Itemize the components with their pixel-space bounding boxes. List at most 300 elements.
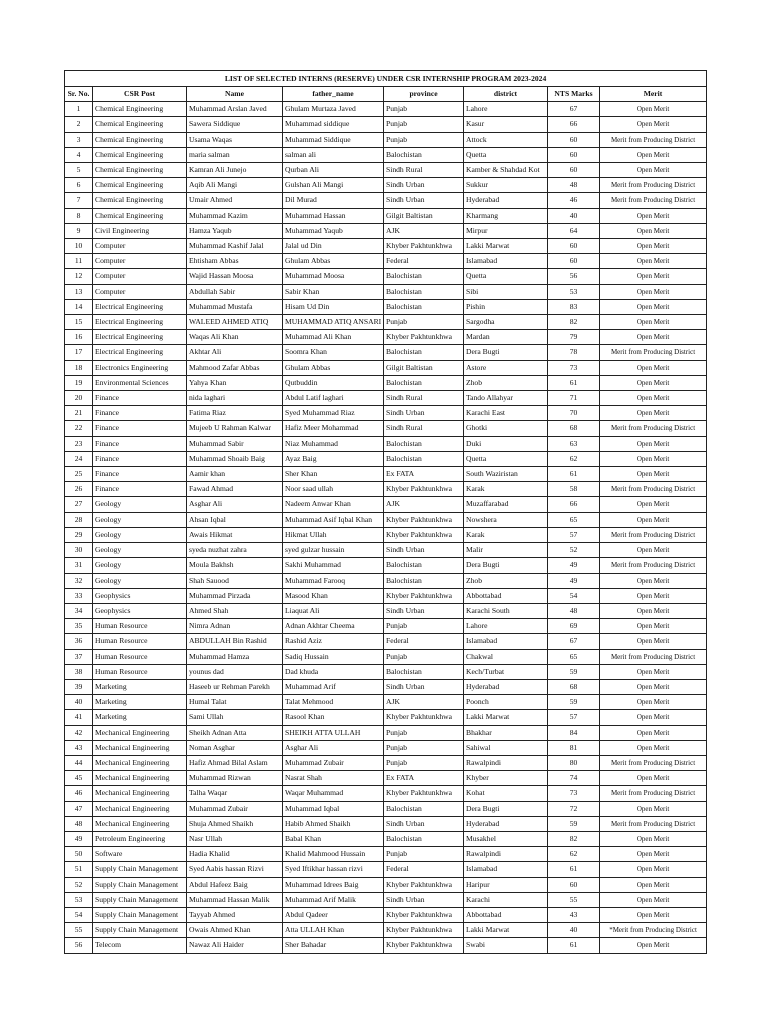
nts-marks-cell: 73 xyxy=(548,786,600,801)
merit-cell: Open Merit xyxy=(600,710,707,725)
csr-post-cell: Electrical Engineering xyxy=(93,330,187,345)
table-row xyxy=(65,892,707,907)
father-name-cell: Niaz Muhammad xyxy=(283,436,384,451)
sr-no-cell: 19 xyxy=(65,375,93,390)
district-cell: Attock xyxy=(464,132,548,147)
name-cell: Wajid Hassan Moosa xyxy=(187,269,283,284)
district-cell: Islamabad xyxy=(464,634,548,649)
merit-cell: Open Merit xyxy=(600,284,707,299)
district-cell: Zhob xyxy=(464,375,548,390)
province-cell: AJK xyxy=(384,695,464,710)
merit-cell: Open Merit xyxy=(600,907,707,922)
sr-no-cell: 15 xyxy=(65,315,93,330)
merit-cell: *Merit from Producing District xyxy=(600,923,707,938)
district-cell: Kech/Turbat xyxy=(464,664,548,679)
table-row xyxy=(65,649,707,664)
csr-post-cell: Finance xyxy=(93,436,187,451)
merit-cell: Merit from Producing District xyxy=(600,649,707,664)
nts-marks-cell: 48 xyxy=(548,603,600,618)
province-cell: Punjab xyxy=(384,132,464,147)
nts-marks-cell: 60 xyxy=(548,147,600,162)
sr-no-cell: 24 xyxy=(65,451,93,466)
name-cell: Abdullah Sabir xyxy=(187,284,283,299)
province-cell: Sindh Urban xyxy=(384,406,464,421)
csr-post-cell: Chemical Engineering xyxy=(93,117,187,132)
name-cell: Awais Hikmat xyxy=(187,527,283,542)
merit-cell: Open Merit xyxy=(600,360,707,375)
table-row xyxy=(65,467,707,482)
nts-marks-cell: 61 xyxy=(548,938,600,953)
nts-marks-cell: 60 xyxy=(548,877,600,892)
name-cell: Humal Talat xyxy=(187,695,283,710)
father-name-cell: Muhammad Asif Iqbal Khan xyxy=(283,512,384,527)
merit-cell: Open Merit xyxy=(600,315,707,330)
province-cell: Khyber Pakhtunkhwa xyxy=(384,482,464,497)
father-name-cell: Syed Iftikhar hassan rizvi xyxy=(283,862,384,877)
merit-cell: Merit from Producing District xyxy=(600,132,707,147)
sr-no-cell: 39 xyxy=(65,679,93,694)
name-cell: Muhammad Zubair xyxy=(187,801,283,816)
province-cell: Punjab xyxy=(384,847,464,862)
name-cell: Muhammad Kashif Jalal xyxy=(187,239,283,254)
name-cell: Noman Asghar xyxy=(187,740,283,755)
table-row xyxy=(65,375,707,390)
district-cell: Abbottabad xyxy=(464,588,548,603)
province-cell: Balochistan xyxy=(384,801,464,816)
table-row xyxy=(65,740,707,755)
merit-cell: Open Merit xyxy=(600,330,707,345)
father-name-cell: Dil Murad xyxy=(283,193,384,208)
sr-no-cell: 3 xyxy=(65,132,93,147)
province-cell: Balochistan xyxy=(384,375,464,390)
name-cell: Owais Ahmed Khan xyxy=(187,923,283,938)
csr-post-cell: Telecom xyxy=(93,938,187,953)
table-row xyxy=(65,497,707,512)
table-row xyxy=(65,223,707,238)
csr-post-cell: Computer xyxy=(93,239,187,254)
sr-no-cell: 9 xyxy=(65,223,93,238)
name-cell: ABDULLAH Bin Rashid xyxy=(187,634,283,649)
district-cell: Ghotki xyxy=(464,421,548,436)
sr-no-cell: 28 xyxy=(65,512,93,527)
province-cell: Balochistan xyxy=(384,664,464,679)
district-cell: Quetta xyxy=(464,269,548,284)
merit-cell: Open Merit xyxy=(600,239,707,254)
province-cell: Khyber Pakhtunkhwa xyxy=(384,923,464,938)
header-nts-marks: NTS Marks xyxy=(548,87,600,102)
province-cell: Ex FATA xyxy=(384,771,464,786)
nts-marks-cell: 62 xyxy=(548,451,600,466)
province-cell: Ex FATA xyxy=(384,467,464,482)
nts-marks-cell: 58 xyxy=(548,482,600,497)
table-row xyxy=(65,269,707,284)
father-name-cell: Muhammad Arif Malik xyxy=(283,892,384,907)
district-cell: Kharmang xyxy=(464,208,548,223)
province-cell: Balochistan xyxy=(384,558,464,573)
merit-cell: Open Merit xyxy=(600,147,707,162)
father-name-cell: Adnan Akhtar Cheema xyxy=(283,619,384,634)
name-cell: syeda nuzhat zahra xyxy=(187,543,283,558)
merit-cell: Open Merit xyxy=(600,543,707,558)
merit-cell: Open Merit xyxy=(600,862,707,877)
province-cell: Khyber Pakhtunkhwa xyxy=(384,710,464,725)
province-cell: Balochistan xyxy=(384,284,464,299)
sr-no-cell: 12 xyxy=(65,269,93,284)
province-cell: Khyber Pakhtunkhwa xyxy=(384,330,464,345)
header-row xyxy=(65,87,707,102)
nts-marks-cell: 69 xyxy=(548,619,600,634)
table-row xyxy=(65,786,707,801)
father-name-cell: Liaquat Ali xyxy=(283,603,384,618)
nts-marks-cell: 40 xyxy=(548,923,600,938)
table-row xyxy=(65,512,707,527)
csr-post-cell: Mechanical Engineering xyxy=(93,816,187,831)
district-cell: Tando Allahyar xyxy=(464,391,548,406)
district-cell: Pishin xyxy=(464,299,548,314)
csr-post-cell: Finance xyxy=(93,421,187,436)
csr-post-cell: Computer xyxy=(93,254,187,269)
father-name-cell: Ghulam Abbas xyxy=(283,254,384,269)
province-cell: Balochistan xyxy=(384,147,464,162)
csr-post-cell: Human Resource xyxy=(93,649,187,664)
sr-no-cell: 10 xyxy=(65,239,93,254)
district-cell: Chakwal xyxy=(464,649,548,664)
father-name-cell: Habib Ahmed Shaikh xyxy=(283,816,384,831)
nts-marks-cell: 60 xyxy=(548,163,600,178)
merit-cell: Open Merit xyxy=(600,497,707,512)
name-cell: Muhammad Hassan Malik xyxy=(187,892,283,907)
province-cell: Punjab xyxy=(384,649,464,664)
district-cell: Lakki Marwat xyxy=(464,710,548,725)
name-cell: Akhtar Ali xyxy=(187,345,283,360)
name-cell: Shah Sauood xyxy=(187,573,283,588)
province-cell: Balochistan xyxy=(384,436,464,451)
nts-marks-cell: 79 xyxy=(548,330,600,345)
father-name-cell: MUHAMMAD ATIQ ANSARI xyxy=(283,315,384,330)
father-name-cell: Dad khuda xyxy=(283,664,384,679)
table-row xyxy=(65,938,707,953)
sr-no-cell: 18 xyxy=(65,360,93,375)
merit-cell: Open Merit xyxy=(600,375,707,390)
sr-no-cell: 35 xyxy=(65,619,93,634)
province-cell: Khyber Pakhtunkhwa xyxy=(384,786,464,801)
table-row xyxy=(65,482,707,497)
merit-cell: Open Merit xyxy=(600,467,707,482)
merit-cell: Open Merit xyxy=(600,603,707,618)
csr-post-cell: Chemical Engineering xyxy=(93,147,187,162)
merit-cell: Open Merit xyxy=(600,588,707,603)
sr-no-cell: 50 xyxy=(65,847,93,862)
table-row xyxy=(65,406,707,421)
csr-post-cell: Human Resource xyxy=(93,634,187,649)
father-name-cell: Muhammad Moosa xyxy=(283,269,384,284)
sr-no-cell: 7 xyxy=(65,193,93,208)
sr-no-cell: 17 xyxy=(65,345,93,360)
sr-no-cell: 43 xyxy=(65,740,93,755)
header-name: Name xyxy=(187,87,283,102)
merit-cell: Open Merit xyxy=(600,725,707,740)
nts-marks-cell: 68 xyxy=(548,679,600,694)
header-district: district xyxy=(464,87,548,102)
merit-cell: Open Merit xyxy=(600,619,707,634)
nts-marks-cell: 82 xyxy=(548,831,600,846)
nts-marks-cell: 49 xyxy=(548,573,600,588)
nts-marks-cell: 52 xyxy=(548,543,600,558)
father-name-cell: Muhammad Idrees Baig xyxy=(283,877,384,892)
csr-post-cell: Geology xyxy=(93,512,187,527)
nts-marks-cell: 60 xyxy=(548,239,600,254)
district-cell: Sahiwal xyxy=(464,740,548,755)
name-cell: Muhammad Rizwan xyxy=(187,771,283,786)
csr-post-cell: Human Resource xyxy=(93,619,187,634)
nts-marks-cell: 80 xyxy=(548,755,600,770)
nts-marks-cell: 60 xyxy=(548,132,600,147)
nts-marks-cell: 78 xyxy=(548,345,600,360)
father-name-cell: Hafiz Meer Mohammad xyxy=(283,421,384,436)
father-name-cell: Muhammad Hassan xyxy=(283,208,384,223)
father-name-cell: Muhammad Zubair xyxy=(283,755,384,770)
table-row xyxy=(65,573,707,588)
name-cell: Ahmed Shah xyxy=(187,603,283,618)
father-name-cell: Sadiq Hussain xyxy=(283,649,384,664)
sr-no-cell: 30 xyxy=(65,543,93,558)
nts-marks-cell: 43 xyxy=(548,907,600,922)
nts-marks-cell: 64 xyxy=(548,223,600,238)
province-cell: Federal xyxy=(384,862,464,877)
table-row xyxy=(65,755,707,770)
sr-no-cell: 22 xyxy=(65,421,93,436)
name-cell: younus dad xyxy=(187,664,283,679)
nts-marks-cell: 71 xyxy=(548,391,600,406)
name-cell: Fawad Ahmad xyxy=(187,482,283,497)
father-name-cell: Qurban Ali xyxy=(283,163,384,178)
table-row xyxy=(65,315,707,330)
sr-no-cell: 21 xyxy=(65,406,93,421)
province-cell: Sindh Urban xyxy=(384,679,464,694)
name-cell: Waqas Ali Khan xyxy=(187,330,283,345)
merit-cell: Open Merit xyxy=(600,391,707,406)
name-cell: Hafiz Ahmad Bilal Aslam xyxy=(187,755,283,770)
province-cell: Federal xyxy=(384,254,464,269)
table-row xyxy=(65,907,707,922)
district-cell: Mirpur xyxy=(464,223,548,238)
sr-no-cell: 2 xyxy=(65,117,93,132)
sr-no-cell: 45 xyxy=(65,771,93,786)
district-cell: Islamabad xyxy=(464,254,548,269)
province-cell: Sindh Urban xyxy=(384,816,464,831)
csr-post-cell: Supply Chain Management xyxy=(93,907,187,922)
father-name-cell: Nasrat Shah xyxy=(283,771,384,786)
nts-marks-cell: 57 xyxy=(548,710,600,725)
merit-cell: Merit from Producing District xyxy=(600,755,707,770)
father-name-cell: Abdul Qadeer xyxy=(283,907,384,922)
nts-marks-cell: 54 xyxy=(548,588,600,603)
name-cell: Aqib Ali Mangi xyxy=(187,178,283,193)
sr-no-cell: 47 xyxy=(65,801,93,816)
nts-marks-cell: 70 xyxy=(548,406,600,421)
table-row xyxy=(65,330,707,345)
csr-post-cell: Computer xyxy=(93,269,187,284)
merit-cell: Open Merit xyxy=(600,254,707,269)
table-row xyxy=(65,132,707,147)
csr-post-cell: Human Resource xyxy=(93,664,187,679)
sr-no-cell: 26 xyxy=(65,482,93,497)
nts-marks-cell: 59 xyxy=(548,816,600,831)
sr-no-cell: 42 xyxy=(65,725,93,740)
csr-post-cell: Chemical Engineering xyxy=(93,132,187,147)
district-cell: Hyderabad xyxy=(464,816,548,831)
father-name-cell: salman ali xyxy=(283,147,384,162)
district-cell: Bhakhar xyxy=(464,725,548,740)
province-cell: Sindh Rural xyxy=(384,421,464,436)
merit-cell: Open Merit xyxy=(600,299,707,314)
province-cell: Punjab xyxy=(384,117,464,132)
merit-cell: Open Merit xyxy=(600,831,707,846)
sr-no-cell: 8 xyxy=(65,208,93,223)
table-row xyxy=(65,193,707,208)
district-cell: Karachi South xyxy=(464,603,548,618)
table-row xyxy=(65,923,707,938)
sr-no-cell: 27 xyxy=(65,497,93,512)
merit-cell: Open Merit xyxy=(600,892,707,907)
nts-marks-cell: 68 xyxy=(548,421,600,436)
name-cell: Sami Ullah xyxy=(187,710,283,725)
district-cell: Kasur xyxy=(464,117,548,132)
district-cell: Duki xyxy=(464,436,548,451)
father-name-cell: SHEIKH ATTA ULLAH xyxy=(283,725,384,740)
province-cell: Sindh Urban xyxy=(384,892,464,907)
father-name-cell: Muhammad Yaqub xyxy=(283,223,384,238)
sr-no-cell: 33 xyxy=(65,588,93,603)
merit-cell: Merit from Producing District xyxy=(600,178,707,193)
merit-cell: Open Merit xyxy=(600,406,707,421)
district-cell: Abbottabad xyxy=(464,907,548,922)
province-cell: Sindh Urban xyxy=(384,193,464,208)
csr-post-cell: Geology xyxy=(93,527,187,542)
merit-cell: Open Merit xyxy=(600,740,707,755)
father-name-cell: Sakhi Muhammad xyxy=(283,558,384,573)
csr-post-cell: Geophysics xyxy=(93,588,187,603)
table-row xyxy=(65,831,707,846)
nts-marks-cell: 49 xyxy=(548,558,600,573)
nts-marks-cell: 66 xyxy=(548,117,600,132)
sr-no-cell: 14 xyxy=(65,299,93,314)
csr-post-cell: Geology xyxy=(93,543,187,558)
name-cell: Kamran Ali Junejo xyxy=(187,163,283,178)
name-cell: Sawera Siddique xyxy=(187,117,283,132)
table-row xyxy=(65,588,707,603)
name-cell: Haseeb ur Rehman Parekh xyxy=(187,679,283,694)
name-cell: maria salman xyxy=(187,147,283,162)
name-cell: Hamza Yaqub xyxy=(187,223,283,238)
header-sr-no: Sr. No. xyxy=(65,87,93,102)
district-cell: Karachi East xyxy=(464,406,548,421)
table-row xyxy=(65,208,707,223)
nts-marks-cell: 61 xyxy=(548,862,600,877)
name-cell: Shuja Ahmed Shaikh xyxy=(187,816,283,831)
table-row xyxy=(65,603,707,618)
sr-no-cell: 55 xyxy=(65,923,93,938)
father-name-cell: Sher Khan xyxy=(283,467,384,482)
district-cell: Hyderabad xyxy=(464,193,548,208)
district-cell: Zhob xyxy=(464,573,548,588)
nts-marks-cell: 63 xyxy=(548,436,600,451)
sr-no-cell: 29 xyxy=(65,527,93,542)
csr-post-cell: Marketing xyxy=(93,710,187,725)
province-cell: Balochistan xyxy=(384,451,464,466)
table-row xyxy=(65,391,707,406)
name-cell: Umair Ahmed xyxy=(187,193,283,208)
name-cell: Ehtisham Abbas xyxy=(187,254,283,269)
nts-marks-cell: 67 xyxy=(548,634,600,649)
table-row xyxy=(65,284,707,299)
name-cell: Muhammad Mustafa xyxy=(187,299,283,314)
merit-cell: Open Merit xyxy=(600,269,707,284)
province-cell: Gilgit Baltistan xyxy=(384,208,464,223)
father-name-cell: Muhammad Ali Khan xyxy=(283,330,384,345)
table-row xyxy=(65,147,707,162)
district-cell: Muzaffarabad xyxy=(464,497,548,512)
sr-no-cell: 49 xyxy=(65,831,93,846)
father-name-cell: Soomra Khan xyxy=(283,345,384,360)
province-cell: Khyber Pakhtunkhwa xyxy=(384,239,464,254)
merit-cell: Open Merit xyxy=(600,223,707,238)
father-name-cell: Ayaz Baig xyxy=(283,451,384,466)
nts-marks-cell: 59 xyxy=(548,695,600,710)
province-cell: Punjab xyxy=(384,755,464,770)
table-row xyxy=(65,543,707,558)
nts-marks-cell: 82 xyxy=(548,315,600,330)
csr-post-cell: Civil Engineering xyxy=(93,223,187,238)
nts-marks-cell: 46 xyxy=(548,193,600,208)
sr-no-cell: 36 xyxy=(65,634,93,649)
district-cell: Islamabad xyxy=(464,862,548,877)
province-cell: Federal xyxy=(384,634,464,649)
province-cell: Balochistan xyxy=(384,269,464,284)
name-cell: Aamir khan xyxy=(187,467,283,482)
table-row xyxy=(65,436,707,451)
csr-post-cell: Mechanical Engineering xyxy=(93,771,187,786)
father-name-cell: Babal Khan xyxy=(283,831,384,846)
csr-post-cell: Chemical Engineering xyxy=(93,163,187,178)
father-name-cell: Syed Muhammad Riaz xyxy=(283,406,384,421)
header-father-name: father_name xyxy=(283,87,384,102)
name-cell: Yahya Khan xyxy=(187,375,283,390)
father-name-cell: Nadeem Anwar Khan xyxy=(283,497,384,512)
nts-marks-cell: 55 xyxy=(548,892,600,907)
district-cell: Astore xyxy=(464,360,548,375)
province-cell: Sindh Urban xyxy=(384,603,464,618)
name-cell: Muhammad Kazim xyxy=(187,208,283,223)
table-title: LIST OF SELECTED INTERNS (RESERVE) UNDER CSR INTERNSHIP PROGRAM 2023-2024 xyxy=(65,71,707,87)
nts-marks-cell: 72 xyxy=(548,801,600,816)
csr-post-cell: Supply Chain Management xyxy=(93,862,187,877)
district-cell: Swabi xyxy=(464,938,548,953)
sr-no-cell: 56 xyxy=(65,938,93,953)
nts-marks-cell: 73 xyxy=(548,360,600,375)
father-name-cell: Sher Bahadar xyxy=(283,938,384,953)
sr-no-cell: 23 xyxy=(65,436,93,451)
name-cell: Mahmood Zafar Abbas xyxy=(187,360,283,375)
sr-no-cell: 53 xyxy=(65,892,93,907)
sr-no-cell: 40 xyxy=(65,695,93,710)
name-cell: Fatima Riaz xyxy=(187,406,283,421)
father-name-cell: Muhammad siddique xyxy=(283,117,384,132)
father-name-cell: Masood Khan xyxy=(283,588,384,603)
csr-post-cell: Mechanical Engineering xyxy=(93,801,187,816)
father-name-cell: Qutbuddin xyxy=(283,375,384,390)
merit-cell: Open Merit xyxy=(600,801,707,816)
